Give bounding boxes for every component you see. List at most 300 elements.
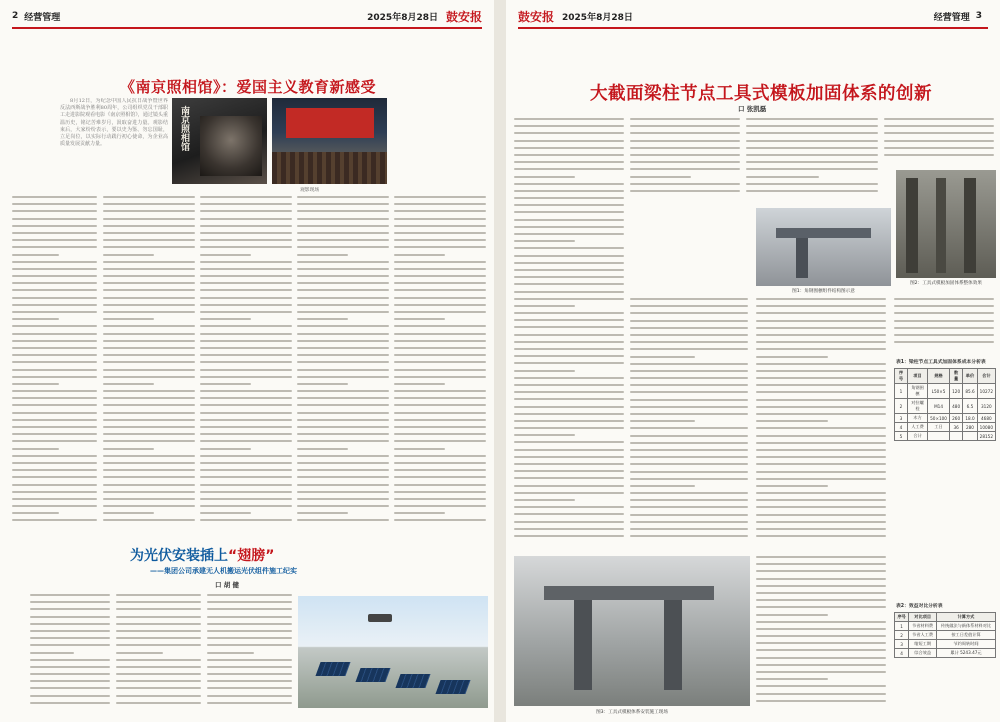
text-line — [756, 578, 886, 580]
text-line — [103, 347, 195, 349]
text-line — [200, 333, 292, 335]
text-line — [746, 168, 878, 170]
text-line — [630, 485, 695, 487]
text-line — [884, 132, 994, 134]
text-line — [394, 462, 486, 464]
table-cell: 1 — [895, 384, 908, 399]
table-cell: 节约周转时间 — [936, 640, 995, 649]
text-line — [207, 601, 292, 603]
text-line — [514, 183, 624, 185]
text-line — [200, 397, 292, 399]
text-line — [297, 354, 389, 356]
text-line — [756, 420, 828, 422]
text-line — [116, 608, 201, 610]
text-line — [756, 649, 886, 651]
text-line — [297, 383, 348, 385]
text-line — [207, 637, 292, 639]
text-line — [630, 514, 748, 516]
text-line — [514, 406, 624, 408]
right-column-8 — [756, 556, 886, 708]
text-line — [514, 168, 624, 170]
text-line — [103, 448, 154, 450]
text-line — [12, 440, 97, 442]
table-cell: 10080 — [977, 423, 995, 432]
text-line — [297, 512, 348, 514]
text-line — [30, 608, 110, 610]
text-line — [746, 190, 878, 192]
text-line — [514, 391, 624, 393]
text-line — [514, 348, 624, 350]
text-line — [207, 623, 292, 625]
text-line — [630, 442, 748, 444]
table-1-header-cell: 合计 — [977, 369, 995, 384]
text-line — [297, 347, 389, 349]
table-cell: 4 — [895, 423, 908, 432]
text-line — [103, 218, 195, 220]
text-line — [297, 254, 348, 256]
text-line — [514, 197, 624, 199]
text-line — [514, 298, 624, 300]
text-line — [756, 320, 886, 322]
text-line — [630, 125, 740, 127]
text-line — [103, 289, 195, 291]
table-cell: 28152 — [977, 432, 995, 441]
text-line — [630, 298, 748, 300]
table-cell: 3 — [895, 640, 909, 649]
table-cell: 木方 — [907, 414, 927, 423]
text-line — [30, 687, 110, 689]
text-line — [12, 412, 97, 414]
text-line — [103, 433, 195, 435]
text-line — [394, 246, 486, 248]
text-line — [30, 623, 110, 625]
text-line — [12, 196, 97, 198]
text-line — [514, 255, 624, 257]
text-line — [756, 635, 886, 637]
text-line — [103, 476, 195, 478]
text-line — [200, 455, 292, 457]
table-cell: 对拉螺栓 — [907, 399, 927, 414]
text-line — [200, 448, 251, 450]
text-line — [394, 333, 486, 335]
text-line — [746, 176, 819, 178]
text-line — [12, 376, 97, 378]
text-line — [103, 491, 195, 493]
text-line — [200, 261, 292, 263]
right-column-7 — [894, 298, 994, 354]
text-line — [630, 147, 740, 149]
table-cell: M14 — [928, 399, 950, 414]
table-cell: 480 — [949, 399, 962, 414]
text-line — [514, 427, 624, 429]
text-line — [394, 448, 445, 450]
text-line — [103, 225, 195, 227]
text-line — [297, 412, 389, 414]
text-line — [756, 370, 886, 372]
text-line — [756, 449, 886, 451]
text-line — [200, 268, 292, 270]
text-line — [207, 630, 292, 632]
text-line — [12, 225, 97, 227]
text-line — [12, 383, 59, 385]
text-line — [116, 601, 201, 603]
left-lead-paragraph — [60, 98, 168, 186]
text-line — [394, 268, 486, 270]
text-line — [297, 419, 389, 421]
figure-1-caption: 图1：角钢围檩组件结构图示意 — [792, 289, 855, 294]
text-line — [514, 334, 624, 336]
table-1-header-cell: 序号 — [895, 369, 908, 384]
text-line — [756, 585, 886, 587]
beam-shape — [936, 178, 946, 273]
text-line — [630, 463, 748, 465]
text-line — [756, 384, 886, 386]
text-line — [12, 289, 97, 291]
text-line — [116, 623, 201, 625]
table-cell — [949, 432, 962, 441]
text-line — [514, 247, 624, 249]
text-line — [756, 413, 886, 415]
text-line — [514, 319, 624, 321]
text-line — [514, 398, 624, 400]
text-line — [12, 354, 97, 356]
text-line — [894, 327, 994, 329]
text-line — [894, 312, 994, 314]
text-line — [514, 456, 624, 458]
text-line — [756, 506, 886, 508]
text-line — [514, 441, 624, 443]
text-line — [394, 304, 486, 306]
text-line — [746, 118, 878, 120]
text-line — [207, 616, 292, 618]
figure-3-photo — [514, 556, 750, 706]
text-line — [12, 505, 97, 507]
text-line — [894, 320, 994, 322]
text-line — [514, 434, 575, 436]
text-line — [200, 426, 292, 428]
text-line — [630, 341, 748, 343]
text-line — [103, 203, 195, 205]
text-line — [103, 318, 154, 320]
text-line — [746, 161, 878, 163]
text-line — [394, 254, 445, 256]
text-line — [514, 147, 624, 149]
text-line — [630, 399, 748, 401]
text-line — [116, 652, 163, 654]
table-cell: L50×5 — [928, 384, 950, 399]
right-page-number: 3 — [975, 11, 982, 21]
text-line — [207, 659, 292, 661]
text-line — [756, 485, 828, 487]
text-line — [394, 239, 486, 241]
text-line — [756, 478, 886, 480]
text-line — [207, 652, 254, 654]
text-line — [116, 673, 201, 675]
text-line — [207, 680, 292, 682]
text-line — [514, 506, 624, 508]
text-line — [200, 196, 292, 198]
text-line — [884, 125, 994, 127]
text-line — [514, 341, 624, 343]
text-line — [514, 132, 624, 134]
text-line — [756, 471, 886, 473]
text-line — [394, 210, 486, 212]
right-article-byline: 口 张凯磊 — [738, 105, 767, 113]
table-row — [895, 423, 996, 432]
left-page — [0, 0, 494, 722]
solar-panel-shape — [395, 674, 430, 688]
text-line — [103, 455, 195, 457]
text-line — [200, 254, 251, 256]
table-1-header-cell: 规格 — [928, 369, 950, 384]
figure-2-caption: 图2：工具式模板加固体系整体效果 — [910, 281, 982, 286]
text-line — [394, 412, 486, 414]
text-line — [297, 491, 389, 493]
solar-column-3 — [207, 594, 292, 710]
text-line — [394, 519, 486, 521]
text-line — [630, 449, 748, 451]
text-line — [12, 246, 97, 248]
text-line — [103, 333, 195, 335]
text-line — [514, 463, 624, 465]
text-line — [12, 261, 97, 263]
text-line — [116, 695, 201, 697]
table-cell: 3 — [895, 414, 908, 423]
text-line — [12, 498, 97, 500]
text-line — [103, 404, 195, 406]
text-line — [116, 630, 201, 632]
text-line — [630, 456, 748, 458]
table-2 — [894, 612, 996, 658]
text-line — [116, 637, 201, 639]
text-line — [514, 211, 624, 213]
text-line — [630, 183, 740, 185]
text-line — [514, 449, 624, 451]
text-line — [12, 282, 97, 284]
text-line — [894, 305, 994, 307]
text-line — [297, 469, 389, 471]
movie-poster-photo — [172, 98, 267, 184]
table-cell: 角钢围檩 — [907, 384, 927, 399]
text-line — [103, 275, 195, 277]
text-line — [514, 219, 624, 221]
text-line — [103, 311, 195, 313]
text-line — [630, 176, 691, 178]
table-1 — [894, 368, 996, 441]
text-line — [200, 462, 292, 464]
text-line — [200, 498, 292, 500]
text-line — [630, 391, 748, 393]
text-line — [12, 397, 97, 399]
text-line — [394, 469, 486, 471]
figure-1-photo — [756, 208, 891, 286]
text-line — [630, 506, 748, 508]
text-line — [297, 505, 389, 507]
text-line — [746, 125, 878, 127]
text-line — [746, 147, 878, 149]
text-line — [30, 680, 110, 682]
table-row — [895, 384, 996, 399]
text-line — [30, 637, 110, 639]
text-line — [297, 476, 389, 478]
solar-article-title — [130, 545, 274, 565]
text-line — [394, 376, 486, 378]
text-line — [103, 419, 195, 421]
text-line — [103, 498, 195, 500]
text-line — [394, 361, 486, 363]
text-line — [756, 606, 886, 608]
text-line — [200, 519, 292, 521]
text-line — [200, 369, 292, 371]
text-line — [514, 528, 624, 530]
text-line — [297, 484, 389, 486]
text-line — [630, 190, 740, 192]
text-line — [200, 210, 292, 212]
solar-title-highlight: “翅膀” — [228, 548, 275, 564]
text-line — [394, 455, 486, 457]
poster-title: 南京照相馆 — [179, 106, 189, 151]
text-line — [894, 341, 994, 343]
text-line — [12, 491, 97, 493]
text-line — [514, 470, 624, 472]
text-line — [200, 289, 292, 291]
table-cell: 2 — [895, 631, 909, 640]
text-line — [394, 390, 486, 392]
beam-shape — [544, 586, 714, 600]
text-line — [207, 644, 292, 646]
left-masthead: 鼓安报 — [445, 9, 482, 24]
text-line — [12, 268, 97, 270]
text-line — [297, 340, 389, 342]
text-line — [756, 693, 886, 695]
text-line — [200, 433, 292, 435]
table-1-header-row — [895, 369, 996, 384]
text-line — [116, 666, 201, 668]
text-line — [297, 325, 389, 327]
text-line — [756, 556, 886, 558]
table-1-title: 表1：梁柱节点工具式加固体系成本分析表 — [896, 360, 986, 365]
right-column-1 — [514, 118, 624, 548]
text-line — [630, 154, 740, 156]
left-photo-caption: 观影现场 — [300, 188, 320, 193]
solar-panel-shape — [315, 662, 350, 676]
text-line — [756, 312, 886, 314]
text-line — [12, 311, 97, 313]
text-line — [756, 592, 886, 594]
text-line — [630, 348, 748, 350]
table-cell: 6.5 — [963, 399, 977, 414]
text-line — [200, 469, 292, 471]
text-line — [297, 390, 389, 392]
text-line — [630, 435, 748, 437]
text-line — [200, 404, 292, 406]
text-line — [200, 347, 292, 349]
text-line — [756, 514, 886, 516]
text-line — [394, 196, 486, 198]
text-line — [103, 282, 195, 284]
text-line — [394, 433, 486, 435]
text-line — [12, 210, 97, 212]
text-line — [297, 210, 389, 212]
text-line — [514, 291, 624, 293]
text-line — [200, 383, 251, 385]
text-line — [630, 377, 748, 379]
table-cell: 50×100 — [928, 414, 950, 423]
text-line — [297, 282, 389, 284]
right-column-6 — [756, 298, 886, 548]
text-line — [12, 476, 97, 478]
text-line — [884, 118, 994, 120]
text-line — [514, 240, 575, 242]
text-line — [297, 225, 389, 227]
text-line — [884, 147, 994, 149]
text-line — [756, 391, 886, 393]
text-line — [103, 376, 195, 378]
text-line — [756, 499, 886, 501]
text-line — [116, 616, 201, 618]
text-line — [297, 404, 389, 406]
left-article-column-5 — [394, 196, 486, 534]
text-line — [630, 420, 695, 422]
table-cell — [963, 432, 977, 441]
text-line — [394, 325, 486, 327]
text-line — [394, 419, 486, 421]
beam-shape — [964, 178, 976, 273]
text-line — [514, 535, 624, 537]
text-line — [103, 254, 154, 256]
text-line — [12, 462, 97, 464]
text-line — [103, 210, 195, 212]
text-line — [116, 644, 201, 646]
beam-shape — [906, 178, 918, 273]
solar-panel-shape — [355, 668, 390, 682]
text-line — [297, 261, 389, 263]
text-line — [756, 305, 886, 307]
text-line — [514, 283, 624, 285]
text-line — [12, 340, 97, 342]
text-line — [297, 311, 389, 313]
table-2-header-cell: 计算方式 — [936, 613, 995, 622]
left-header-rule — [12, 27, 482, 29]
figure-2-photo — [896, 170, 996, 278]
left-article-column-4 — [297, 196, 389, 534]
text-line — [297, 218, 389, 220]
text-line — [394, 484, 486, 486]
text-line — [12, 203, 97, 205]
text-line — [756, 341, 886, 343]
text-line — [200, 203, 292, 205]
text-line — [30, 702, 110, 704]
text-line — [514, 521, 624, 523]
text-line — [514, 362, 624, 364]
text-line — [12, 469, 97, 471]
table-row — [895, 622, 996, 631]
table-cell: 280 — [963, 423, 977, 432]
table-row — [895, 649, 996, 658]
table-cell: 3120 — [977, 399, 995, 414]
cinema-screen — [286, 108, 374, 138]
text-line — [630, 334, 748, 336]
text-line — [514, 420, 624, 422]
text-line — [12, 232, 97, 234]
solar-column-2 — [116, 594, 201, 710]
text-line — [200, 440, 292, 442]
text-line — [103, 383, 154, 385]
table-cell: 10272 — [977, 384, 995, 399]
table-cell: 合计 — [907, 432, 927, 441]
table-cell: 按工日差值计算 — [936, 631, 995, 640]
text-line — [514, 477, 624, 479]
